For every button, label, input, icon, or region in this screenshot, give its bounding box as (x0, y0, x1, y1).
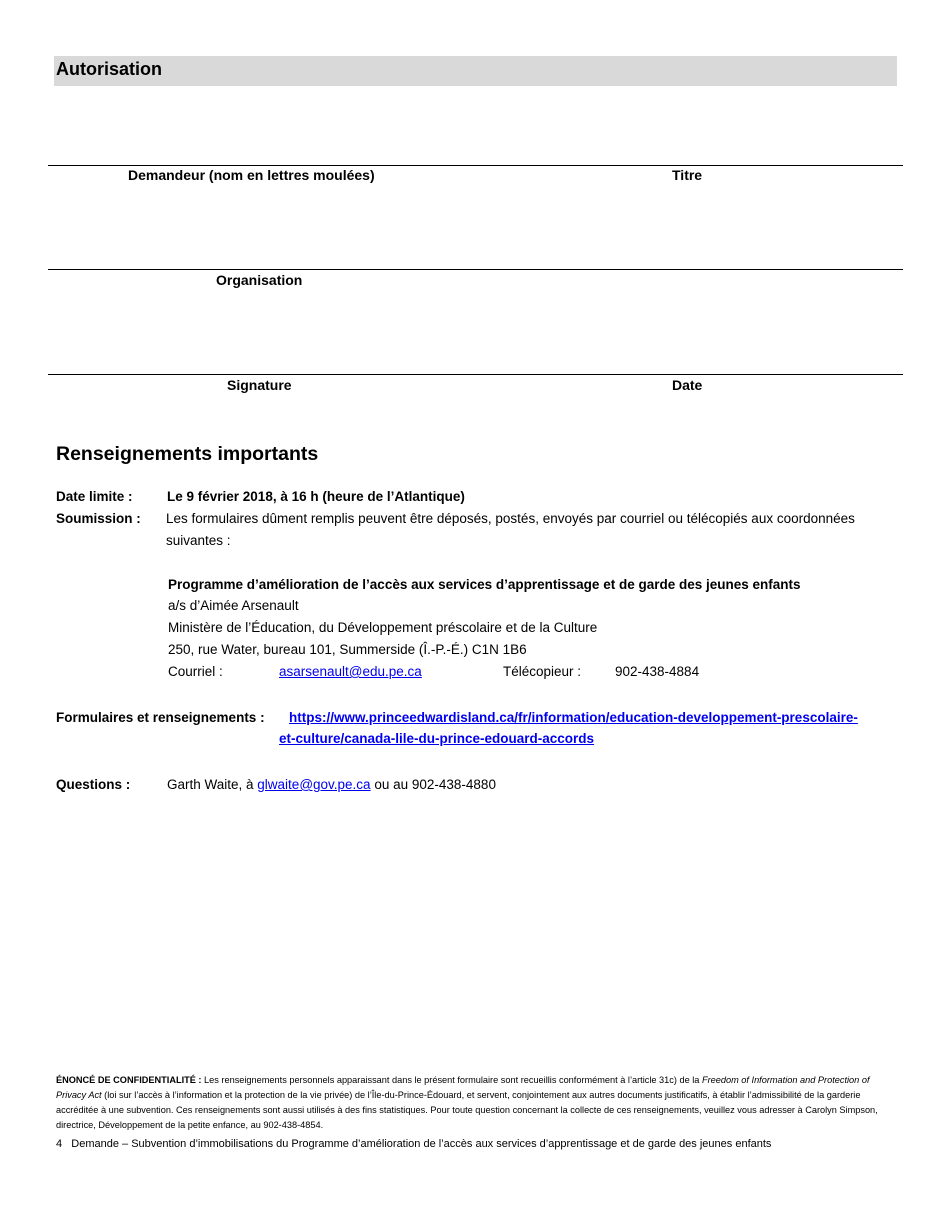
address-line: 250, rue Water, bureau 101, Summerside (Î.-P.-É.) C1N 1B6 (168, 642, 527, 657)
submission-text-line1: Les formulaires dûment remplis peuvent être déposés, postés, envoyés par courriel ou télécopiés aux coordonnées (166, 511, 855, 526)
page-footer (56, 1138, 771, 1150)
organisation-line (48, 269, 903, 270)
applicant-signature-line (48, 165, 903, 166)
questions-contact (167, 777, 496, 792)
forms-url-link-line1[interactable]: https://www.princeedwardisland.ca/fr/information/education-developpement-prescolaire- (289, 710, 858, 725)
organisation-label: Organisation (216, 272, 303, 288)
fax-number: 902-438-4884 (615, 664, 700, 679)
email-link[interactable]: asarsenault@edu.pe.ca (279, 664, 422, 679)
forms-url-link-line2[interactable]: et-culture/canada-lile-du-prince-edouard-accords (279, 731, 595, 746)
page-number: 4 (56, 1138, 63, 1150)
signature-line (48, 374, 903, 375)
questions-label: Questions : (56, 777, 131, 792)
fax-label: Télécopieur : (503, 664, 582, 679)
forms-label: Formulaires et renseignements : (56, 710, 265, 725)
submission-text-line2: suivantes : (166, 533, 231, 548)
confidentiality-label: ÉNONCÉ DE CONFIDENTIALITÉ : (56, 1075, 202, 1085)
confidentiality-text-a: Les renseignements personnels apparaissant dans le présent formulaire sont recueillis conformément à l’article 31c) de la (204, 1075, 700, 1085)
submission-label: Soumission : (56, 511, 141, 526)
section-title-authorization: Autorisation (56, 59, 162, 79)
program-name: Programme d’amélioration de l’accès aux services d’apprentissage et de garde des jeunes enfants (168, 577, 801, 592)
deadline-value: Le 9 février 2018, à 16 h (heure de l’Atlantique) (167, 489, 465, 504)
attention-line: a/s d’Aimée Arsenault (168, 598, 299, 613)
deadline-label: Date limite : (56, 489, 133, 504)
confidentiality-statement (56, 1073, 896, 1133)
footer-text: Demande – Subvention d’immobilisations du Programme d’amélioration de l’accès aux services d’apprentissage et de garde des jeunes enfants (71, 1138, 772, 1150)
questions-prefix: Garth Waite, à (167, 777, 254, 792)
info-heading: Renseignements importants (56, 443, 319, 465)
title-label: Titre (672, 167, 703, 183)
email-label: Courriel : (168, 664, 223, 679)
questions-email-link[interactable]: glwaite@gov.pe.ca (257, 777, 371, 792)
confidentiality-text-b: (loi sur l’accès à l’information et la protection de la vie privée) de l’Île-du-Prince-Édouard, et servent, conjointement aux autres documents justificatifs, à établir l’admissibilité de la garderie accréditée à une subvention. Ces renseignements sont aussi utilisés à des fins statistiques. Pour toute question concernant la collecte de ces renseignements, veuillez vous adresser à Carolyn Simpson, directrice, Développement de la petite enfance, au 902-438-4854. (56, 1090, 878, 1130)
signature-label: Signature (227, 377, 292, 393)
applicant-label: Demandeur (nom en lettres moulées) (128, 167, 375, 183)
confidentiality-act-name: Freedom of Information and Protection of Privacy Act (56, 1075, 870, 1100)
date-label: Date (672, 377, 703, 393)
questions-suffix: ou au 902-438-4880 (374, 777, 496, 792)
ministry-line: Ministère de l’Éducation, du Développement préscolaire et de la Culture (168, 620, 598, 635)
section-header-bar (54, 56, 897, 86)
